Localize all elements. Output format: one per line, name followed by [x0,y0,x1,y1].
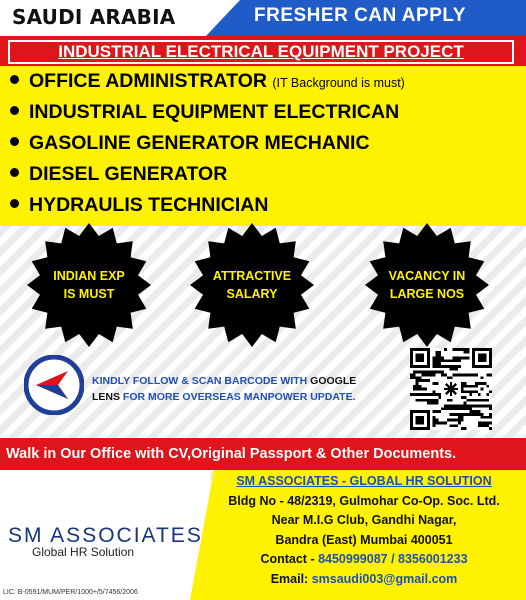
walkin-banner: Walk in Our Office with CV,Original Passport & Other Documents. [0,438,526,470]
position-note: (IT Background is must) [272,76,405,90]
company-logo-text: SM ASSOCIATES [8,524,203,547]
position-item [10,70,405,93]
email-label: Email: [270,571,312,586]
badge-text: INDIAN EXP IS MUST [53,269,125,301]
contact-line [205,550,523,570]
badge-salary [189,222,315,348]
badge-text: VACANCY IN LARGE NOS [388,269,466,301]
sm-associates-logo-icon [24,355,84,415]
email-address[interactable]: smsaudi003@gmail.com [311,571,458,586]
bullet-icon [10,137,19,146]
project-title: INDUSTRIAL ELECTRICAL EQUIPMENT PROJECT [8,40,514,64]
position-title: OFFICE ADMINISTRATOR [29,70,267,92]
country-title: SAUDI ARABIA [12,5,176,29]
address-line: Near M.I.G Club, Gandhi Nagar, [271,513,457,527]
position-title: HYDRAULIS TECHNICIAN [29,194,269,216]
bullet-icon [10,168,19,177]
bullet-icon [10,199,19,208]
address-line: Bandra (East) Mumbai 400051 [275,532,453,547]
scan-text-part: KINDLY FOLLOW & SCAN BARCODE WITH [92,375,311,387]
address-line: Bldg No - 48/2319, Gulmohar Co-Op. Soc. Ltd. [228,493,500,508]
position-item [10,194,268,217]
bullet-icon [10,106,19,115]
contact-label: Contact - [260,552,319,566]
scan-text-part: FOR MORE OVERSEAS MANPOWER UPDATE. [120,391,356,403]
qr-code-icon[interactable] [410,348,492,430]
company-address [205,472,523,589]
position-title: GASOLINE GENERATOR MECHANIC [29,132,370,154]
firm-name: SM ASSOCIATES - GLOBAL HR SOLUTION [236,474,492,488]
position-item [10,163,227,186]
contact-phone[interactable]: 8450999087 / 8356001233 [318,552,468,566]
scan-text-google: GOOGLE [310,375,357,387]
position-title: INDUSTRIAL EQUIPMENT ELECTRICAN [29,101,400,123]
position-item [10,101,399,124]
licence-number: LIC: B-0591/MUM/PER/1000+/5/7456/2006 [3,589,138,596]
company-tagline: Global HR Solution [32,545,135,559]
scan-text-lens: LENS [92,391,121,403]
position-title: DIESEL GENERATOR [29,163,228,185]
badge-text: ATTRACTIVE SALARY [212,269,292,301]
badge-indian-exp [26,222,152,348]
email-line [205,570,523,590]
position-item [10,132,370,155]
scan-instruction [92,373,402,405]
fresher-banner-text: FRESHER CAN APPLY [254,5,466,26]
bullet-icon [10,75,19,84]
badge-vacancy [364,222,490,348]
